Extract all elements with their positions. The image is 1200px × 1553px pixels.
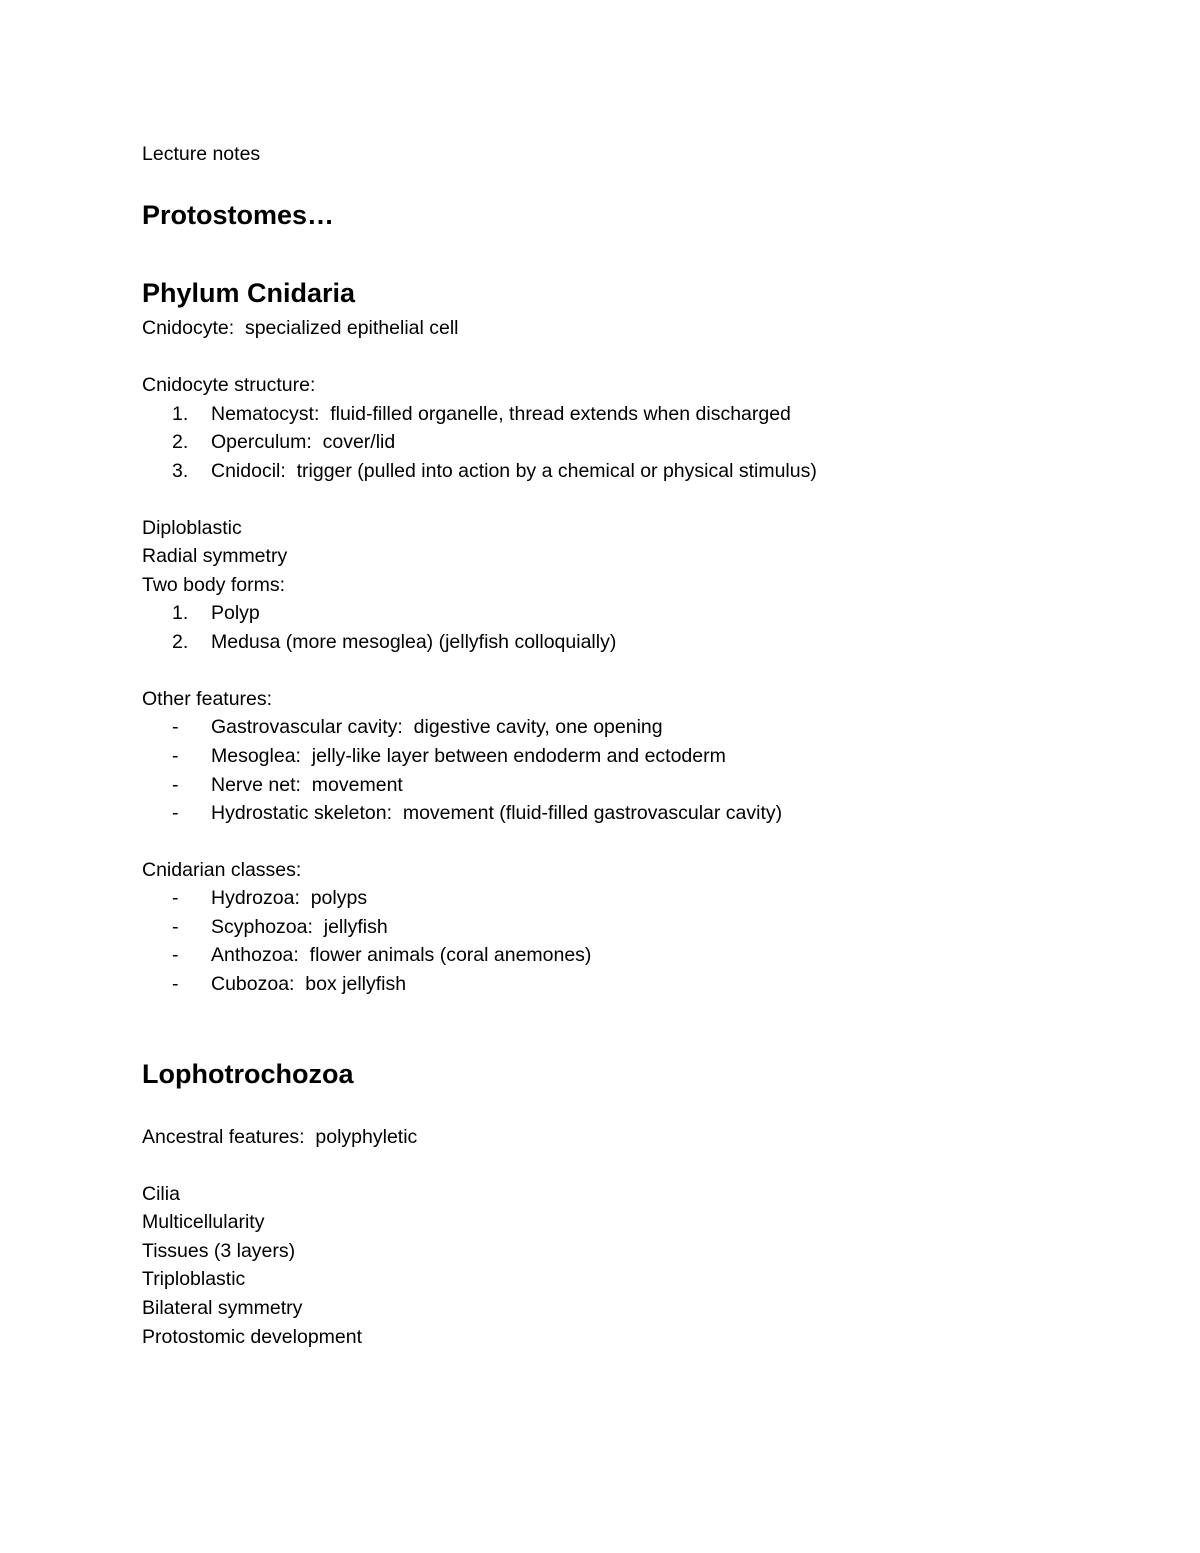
list-item-text: Nematocyst: fluid-filled organelle, thread extends when discharged (211, 403, 791, 425)
list-item-text: Cnidocil: trigger (pulled into action by a chemical or physical stimulus) (211, 460, 817, 482)
list-item-text: Scyphozoa: jellyfish (211, 916, 388, 938)
doc-subtitle: Lecture notes (142, 143, 261, 165)
list-item (172, 915, 388, 939)
cnidocyte-definition: Cnidocyte: specialized epithelial cell (142, 317, 459, 339)
list-item-text: Polyp (211, 602, 260, 624)
feature-line: Protostomic development (142, 1326, 363, 1348)
feature-line: Tissues (3 layers) (142, 1240, 296, 1262)
list-item (172, 715, 663, 739)
list-item-text: Medusa (more mesoglea) (jellyfish colloquially) (211, 631, 617, 653)
list-item (172, 430, 395, 454)
feature-line: Multicellularity (142, 1211, 265, 1233)
feature-line: Cilia (142, 1183, 180, 1205)
list-item (172, 630, 616, 654)
list-item-text: Anthozoa: flower animals (coral anemones) (211, 944, 592, 966)
heading-protostomes: Protostomes… (142, 200, 335, 230)
list-marker: - (172, 745, 179, 767)
list-marker: - (172, 944, 179, 966)
text-diploblastic: Diploblastic (142, 517, 242, 539)
body-forms-label: Two body forms: (142, 574, 286, 596)
list-item (172, 943, 591, 967)
list-item-text: Operculum: cover/lid (211, 431, 396, 453)
list-item (172, 459, 817, 483)
list-item-text: Hydrozoa: polyps (211, 887, 368, 909)
list-item (172, 886, 367, 910)
list-marker: - (172, 916, 179, 938)
other-features-label: Other features: (142, 688, 273, 710)
list-marker: 1. (172, 403, 189, 425)
heading-lophotrochozoa: Lophotrochozoa (142, 1059, 354, 1089)
list-item-text: Cubozoa: box jellyfish (211, 973, 407, 995)
text-radial-symmetry: Radial symmetry (142, 545, 288, 567)
list-item (172, 773, 403, 797)
list-marker: 2. (172, 431, 189, 453)
cnidocyte-structure-label: Cnidocyte structure: (142, 374, 316, 396)
list-item-text: Gastrovascular cavity: digestive cavity, one opening (211, 716, 663, 738)
list-marker: - (172, 973, 179, 995)
list-item (172, 972, 406, 996)
list-marker: - (172, 716, 179, 738)
list-marker: - (172, 774, 179, 796)
list-marker: - (172, 802, 179, 824)
heading-phylum-cnidaria: Phylum Cnidaria (142, 278, 356, 308)
list-item-text: Hydrostatic skeleton: movement (fluid-filled gastrovascular cavity) (211, 802, 783, 824)
list-item (172, 801, 782, 825)
list-marker: 2. (172, 631, 189, 653)
cnidarian-classes-label: Cnidarian classes: (142, 859, 302, 881)
list-item (172, 601, 260, 625)
list-item (172, 402, 791, 426)
feature-line: Bilateral symmetry (142, 1297, 303, 1319)
list-marker: 1. (172, 602, 189, 624)
list-marker: 3. (172, 460, 189, 482)
list-item-text: Mesoglea: jelly-like layer between endoderm and ectoderm (211, 745, 726, 767)
list-item (172, 744, 726, 768)
ancestral-features: Ancestral features: polyphyletic (142, 1126, 418, 1148)
list-item-text: Nerve net: movement (211, 774, 403, 796)
feature-line: Triploblastic (142, 1268, 246, 1290)
list-marker: - (172, 887, 179, 909)
